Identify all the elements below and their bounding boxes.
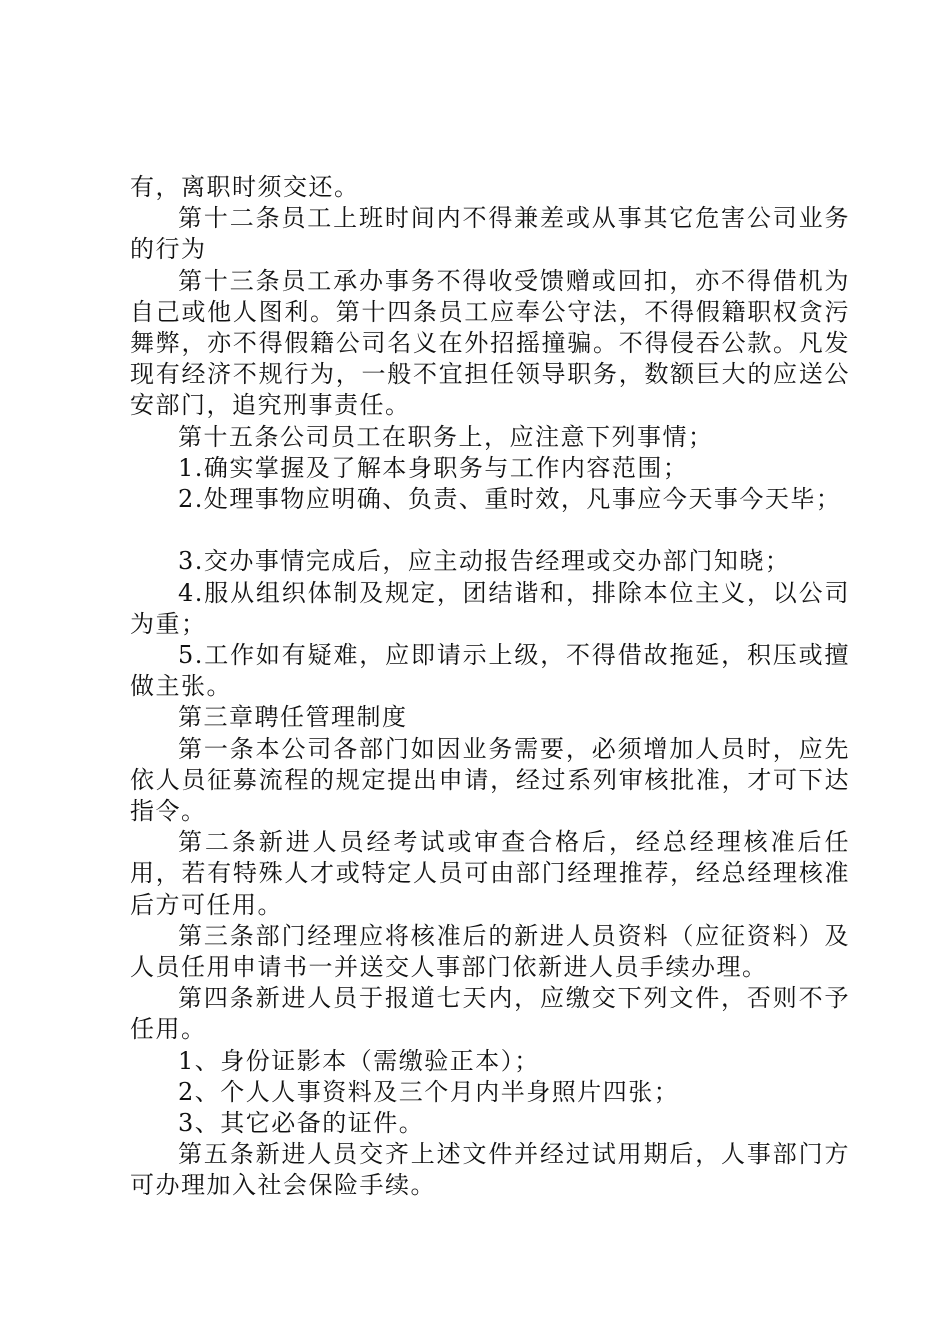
list-item: 3.交办事情完成后，应主动报告经理或交办部门知晓； (178, 547, 791, 576)
blank-line (130, 515, 850, 546)
list-item: 5.工作如有疑难，应即请示上级，不得借故拖延，积压或擅做主张。 (130, 641, 850, 701)
list-item: 2.处理事物应明确、负责、重时效，凡事应今天事今天毕； (178, 485, 842, 514)
chapter3-article-4: 第四条新进人员于报道七天内，应缴交下列文件，否则不予任用。 (130, 984, 850, 1044)
article-15: 第十五条公司员工在职务上，应注意下列事情； (178, 422, 714, 451)
list-item: 2、个人人事资料及三个月内半身照片四张； (178, 1077, 680, 1106)
list-item: 3、其它必备的证件。 (178, 1109, 425, 1138)
article-13-14: 第十三条员工承办事务不得收受馈赠或回扣，亦不得借机为自己或他人图利。第十四条员工应奉公守法，不得假籍职权贪污舞弊，亦不得假籍公司名义在外招摇撞骗。不得侵吞公款。凡发现有经济不规行为，一般不宜担任领导职务，数额巨大的应送公安部门，追究刑事责任。 (130, 266, 850, 420)
list-item: 1.确实掌握及了解本身职务与工作内容范围； (178, 453, 689, 482)
chapter-heading: 第三章聘任管理制度 (178, 703, 408, 732)
chapter3-article-2: 第二条新进人员经考试或审查合格后，经总经理核准后任用，若有特殊人才或特定人员可由部门经理推荐，经总经理核准后方可任用。 (130, 828, 850, 919)
chapter3-article-1: 第一条本公司各部门如因业务需要，必须增加人员时，应先依人员征募流程的规定提出申请，经过系列审核批准，才可下达指令。 (130, 734, 850, 826)
list-item: 1、身份证影本（需缴验正本）； (178, 1046, 540, 1075)
list-item: 4.服从组织体制及规定，团结谐和，排除本位主义，以公司为重； (130, 578, 850, 638)
document-body (130, 172, 850, 1202)
paragraph-continuation: 有，离职时须交还。 (130, 173, 360, 201)
chapter3-article-3: 第三条部门经理应将核准后的新进人员资料（应征资料）及人员任用申请书一并送交人事部门依新进人员手续办理。 (130, 921, 850, 982)
chapter3-article-5: 第五条新进人员交齐上述文件并经过试用期后，人事部门方可办理加入社会保险手续。 (130, 1140, 850, 1200)
article-12: 第十二条员工上班时间内不得兼差或从事其它危害公司业务的行为 (130, 204, 850, 264)
